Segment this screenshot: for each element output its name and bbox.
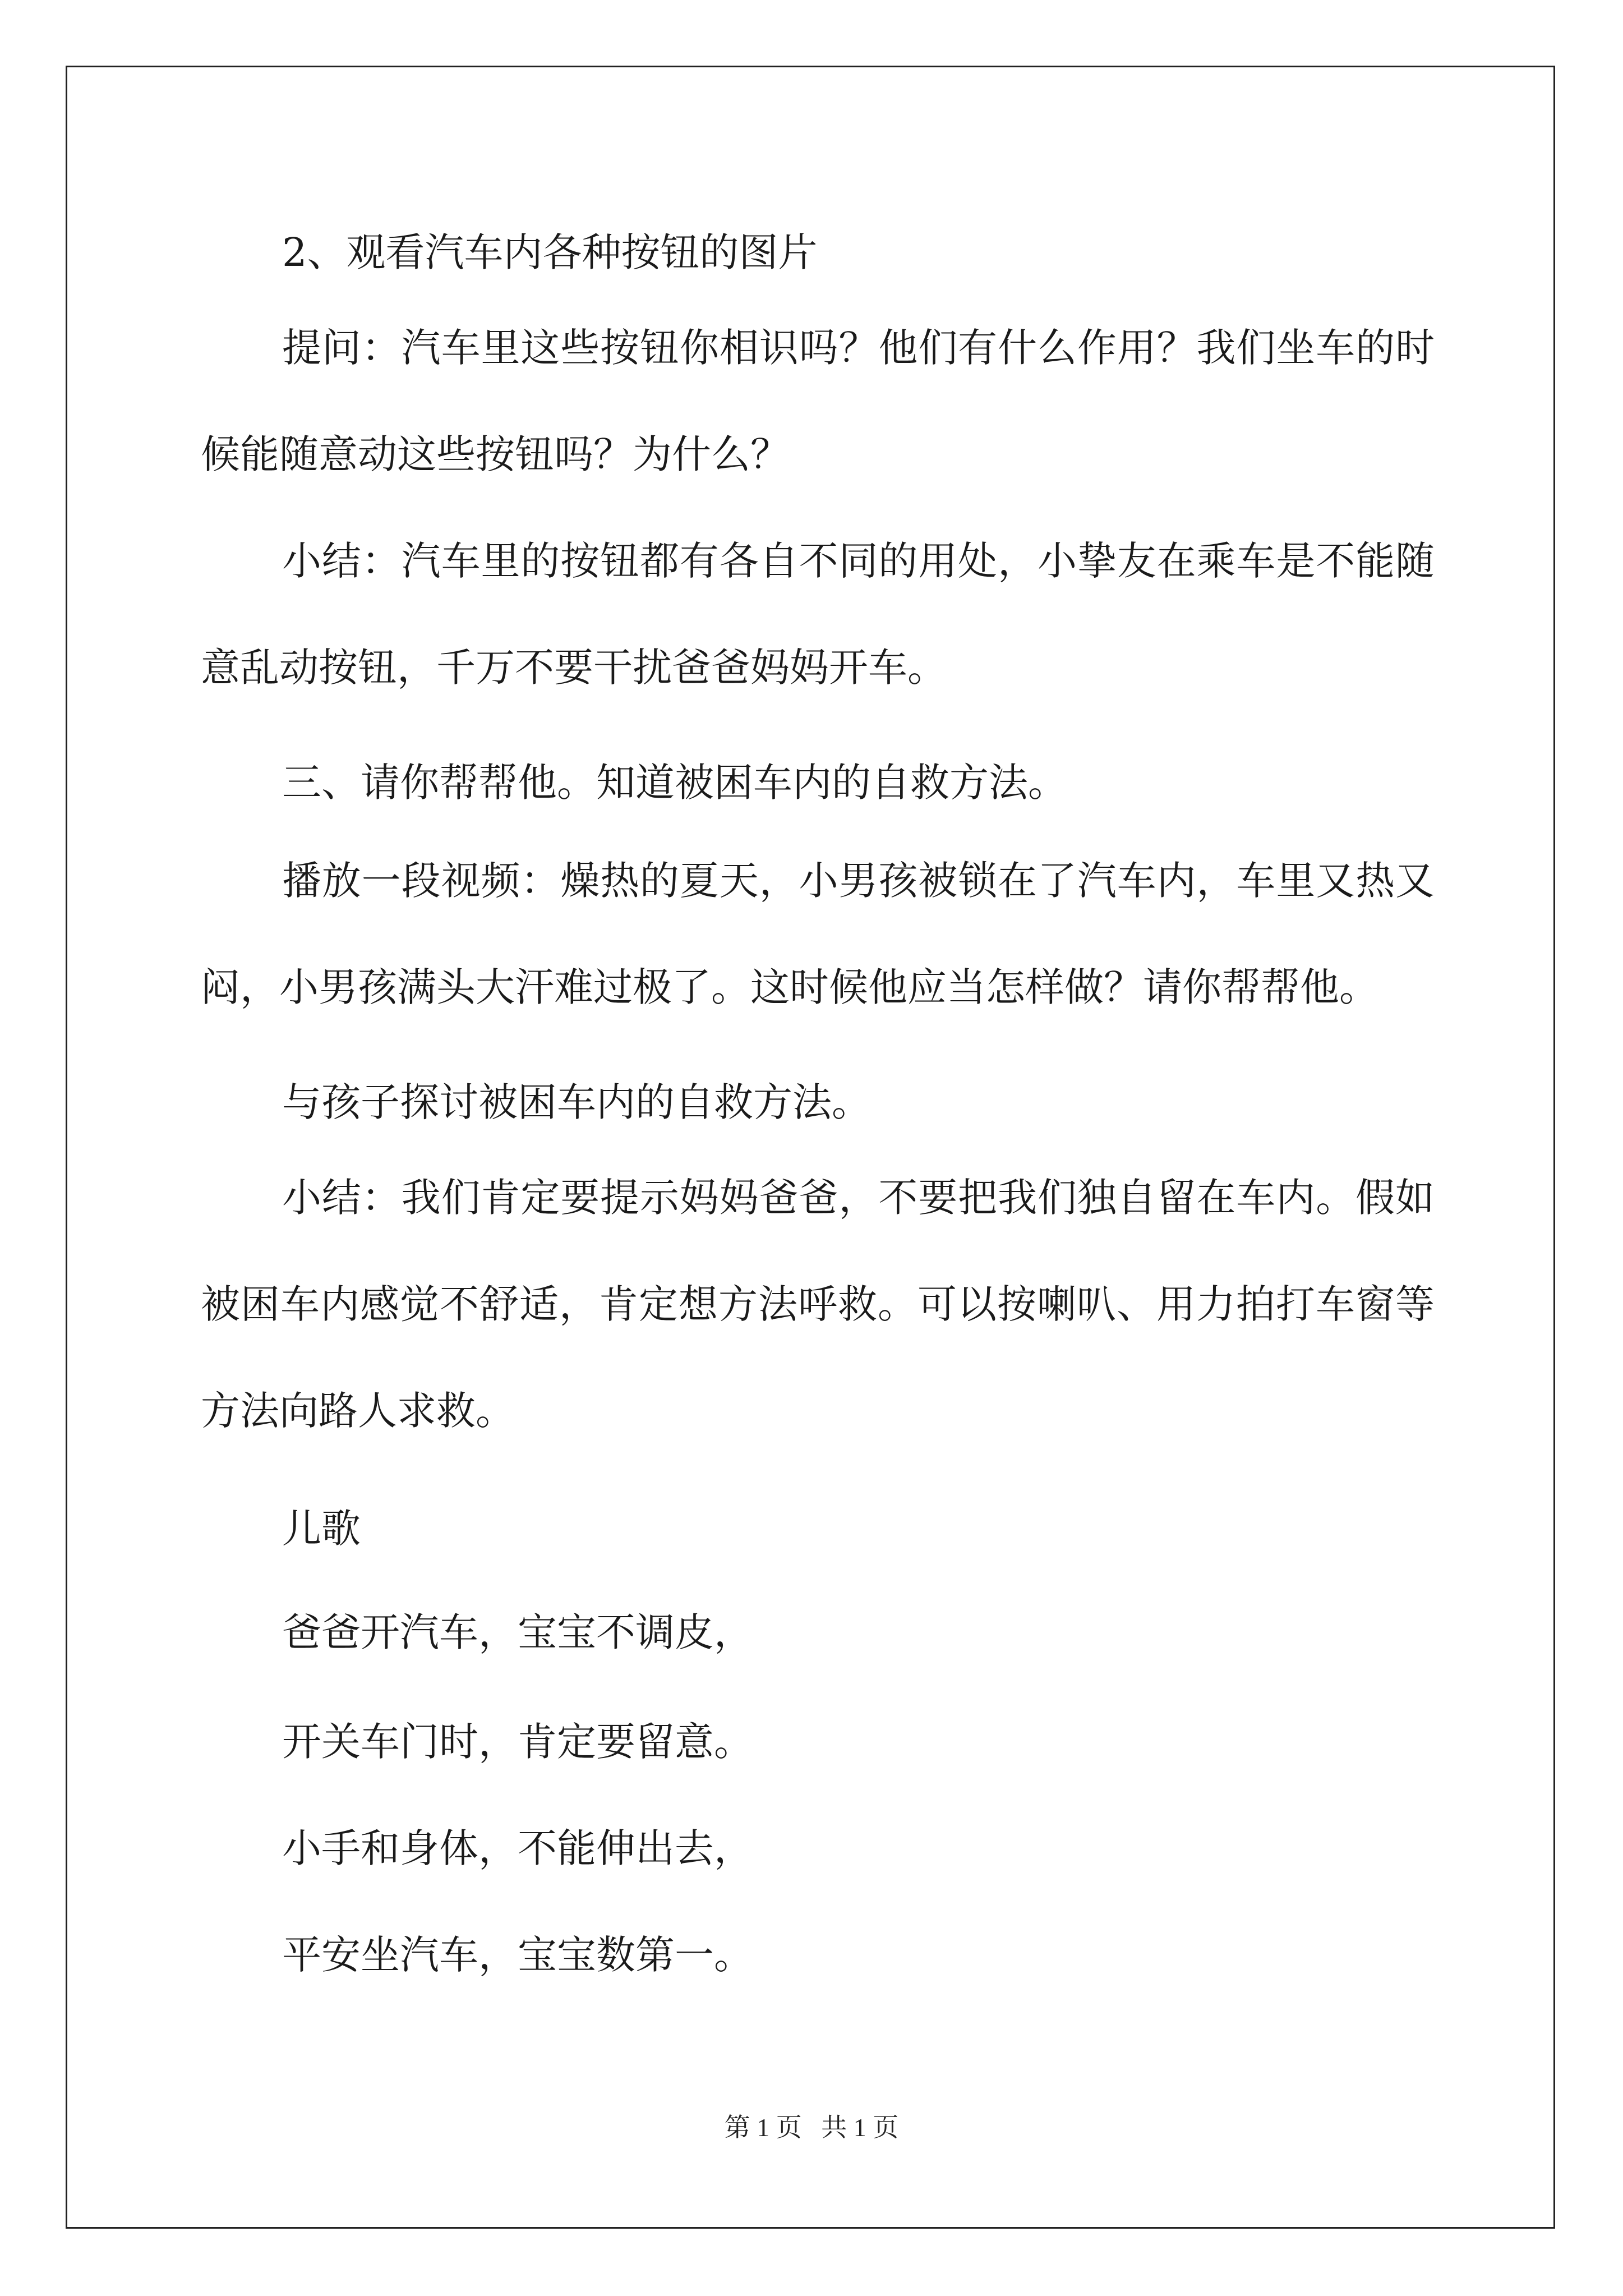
paragraph-summary-2: 小结：我们肯定要提示妈妈爸爸，不要把我们独自留在车内。假如被困车内感觉不舒适，肯定想方法呼救。可以按喇叭、用力拍打车窗等方法向路人求救。 xyxy=(201,1175,1435,1434)
song-line-3: 小手和身体，不能伸出去， xyxy=(282,1825,753,1871)
paragraph-song-title: 儿歌 xyxy=(282,1506,361,1552)
page-total: 共 1 页 xyxy=(821,2113,899,2142)
paragraph-question: 提问：汽车里这些按钮你相识吗？他们有什么作用？我们坐车的时候能随意动这些按钮吗？为什么？ xyxy=(201,325,1435,477)
page-footer xyxy=(0,2115,1623,2141)
page-number: 第 1 页 xyxy=(724,2113,802,2142)
paragraph-heading-3: 三、请你帮帮他。知道被困车内的自救方法。 xyxy=(282,760,1067,806)
paragraph-summary-1: 小结：汽车里的按钮都有各自不同的用处，小挚友在乘车是不能随意乱动按钮，千万不要干扰爸爸妈妈开车。 xyxy=(201,538,1435,691)
song-line-1: 爸爸开汽车，宝宝不调皮， xyxy=(282,1609,753,1655)
paragraph-discussion: 与孩子探讨被困车内的自救方法。 xyxy=(282,1079,871,1125)
song-line-2: 开关车门时，肯定要留意。 xyxy=(282,1719,753,1765)
paragraph-video: 播放一段视频：燥热的夏天，小男孩被锁在了汽车内，车里又热又闷，小男孩满头大汗难过极了。这时候他应当怎样做？请你帮帮他。 xyxy=(201,858,1435,1010)
song-line-4: 平安坐汽车，宝宝数第一。 xyxy=(282,1932,753,1978)
footer-spacer xyxy=(802,2113,822,2142)
paragraph-heading-1: 2、观看汽车内各种按钮的图片 xyxy=(282,229,818,275)
